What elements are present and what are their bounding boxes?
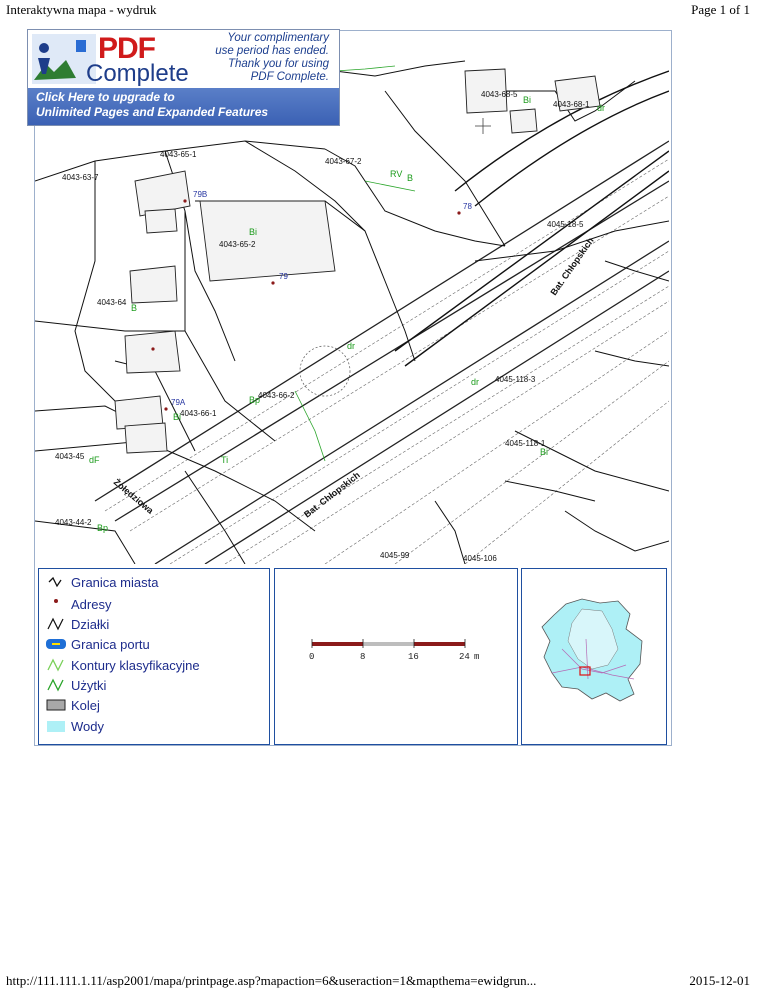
footer-url: http://111.111.1.11/asp2001/mapa/printpage.asp?mapaction=6&useraction=1&mapthema=ewidgrun... [6, 973, 537, 988]
footer-date: 2015-12-01 [689, 973, 750, 988]
parcel-label: 4043-68-1 [553, 100, 590, 109]
street-label: Bat. Chłopskich [548, 235, 596, 298]
land-use-icon [45, 677, 67, 693]
legend-item [45, 676, 106, 694]
land-use-label: dr [597, 103, 606, 113]
parcel-label: 4043-63-7 [62, 173, 99, 182]
land-use-label: RV [390, 169, 403, 179]
pdf-expired-message: Your complimentary use period has ended. Thank you for using PDF Complete. [215, 32, 329, 83]
railway-icon [45, 697, 67, 713]
pdf-complete-banner[interactable] [27, 29, 340, 126]
address-label: 78 [463, 202, 472, 211]
land-use-label: dr [471, 377, 480, 387]
parcel-label: 4043-68-5 [481, 90, 518, 99]
land-use-label: Bp [249, 395, 261, 405]
parcel-label: 4043-65-1 [160, 150, 197, 159]
land-use-label: Bi [249, 227, 258, 237]
parcel-label: 4043-45 [55, 452, 85, 461]
classification-contour-icon [45, 657, 67, 673]
parcel-label: 4045-99 [380, 551, 410, 560]
scale-unit: m [474, 652, 480, 662]
legend-item [45, 615, 109, 633]
legend-label: Granica portu [71, 636, 150, 652]
scale-bar [275, 569, 517, 744]
parcel-line-icon [45, 616, 67, 632]
legend-item [45, 717, 104, 735]
scale-segment-3 [414, 642, 465, 646]
legend-item [45, 635, 150, 653]
legend-label: Kolej [71, 697, 100, 713]
parcel-label: 4045-118-3 [495, 375, 536, 384]
legend-item [45, 656, 200, 674]
land-use-label: dr [347, 341, 356, 351]
upgrade-link[interactable] [28, 88, 339, 125]
overview-map-panel[interactable] [521, 568, 667, 745]
legend-label: Działki [71, 616, 110, 632]
parcel-label: 4043-66-1 [180, 409, 217, 418]
page-title: Interaktywna mapa - wydruk [6, 2, 157, 17]
address-label: 79 [279, 272, 288, 281]
land-use-label: Bi [540, 447, 549, 457]
legend-label: Wody [71, 718, 104, 734]
scale-segment-1 [312, 642, 363, 646]
parcel-label: 4043-66-2 [258, 391, 295, 400]
parcel-label: 4043-64 [97, 298, 127, 307]
land-use-label: B [407, 173, 414, 183]
legend-label: Użytki [71, 677, 107, 693]
legend-item [45, 696, 100, 714]
scale-label: 24 [459, 652, 470, 662]
pdf-logo-text: PDF [98, 32, 155, 65]
parcel-label: 4045-106 [463, 554, 497, 563]
legend-label: Kontury klasyfikacyjne [71, 657, 200, 673]
land-use-label: dF [89, 455, 100, 465]
parcel-label: 4043-65-2 [219, 240, 256, 249]
scale-segment-2 [363, 642, 414, 646]
land-use-label: Ti [221, 455, 229, 465]
legend-item [45, 573, 158, 591]
address-label: 79B [193, 190, 208, 199]
parcel-label: 4045-118-1 [505, 439, 546, 448]
scale-label: 16 [408, 652, 419, 662]
parcel-label: 4045-18-5 [547, 220, 584, 229]
scale-bar-panel [274, 568, 518, 745]
legend-item [45, 595, 111, 613]
banner-top [28, 30, 339, 88]
page-number: Page 1 of 1 [691, 2, 750, 17]
scale-label: 8 [360, 652, 366, 662]
scale-label: 0 [309, 652, 315, 662]
pdf-product-name: Complete [86, 60, 189, 87]
overview-map[interactable] [522, 569, 666, 744]
parcel-label: 4043-44-2 [55, 518, 92, 527]
legend-panel [38, 568, 270, 745]
upgrade-link-text[interactable]: Click Here to upgrade to Unlimited Pages and Expanded Features [36, 90, 269, 119]
address-point-icon [45, 596, 67, 612]
city-boundary-icon [45, 574, 67, 590]
water-icon [45, 718, 67, 734]
legend-label: Granica miasta [71, 574, 159, 590]
street-label: Żołędziowa [111, 476, 156, 516]
street-label: Bat. Chłopskich [302, 469, 362, 520]
legend-label: Adresy [71, 596, 112, 612]
land-use-label: Bi [523, 95, 532, 105]
parcel-label: 4043-67-2 [325, 157, 362, 166]
address-label: 79A [171, 398, 186, 407]
land-use-label: Bp [97, 523, 109, 533]
land-use-label: B [131, 303, 138, 313]
land-use-label: Bi [173, 412, 182, 422]
port-boundary-icon [45, 636, 67, 652]
